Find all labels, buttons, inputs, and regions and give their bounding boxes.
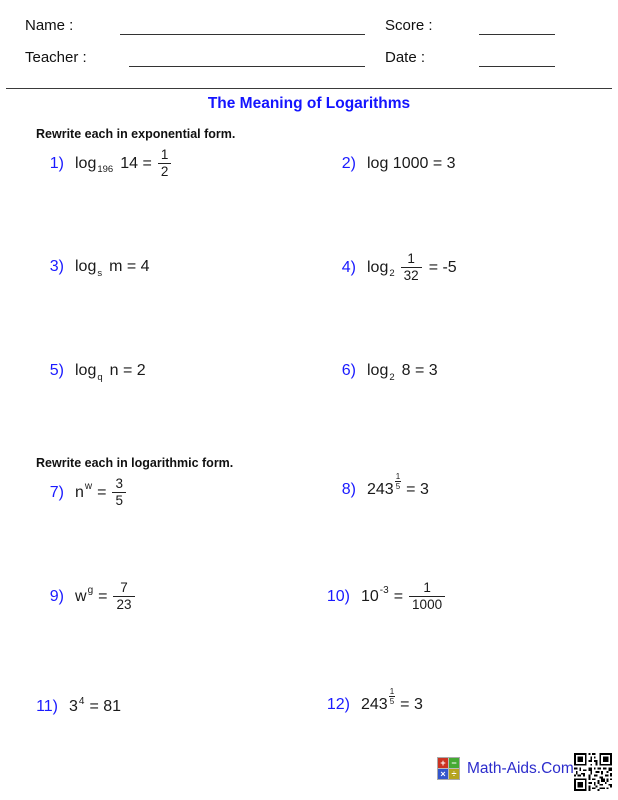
header-divider xyxy=(6,88,612,89)
score-label: Score : xyxy=(385,17,433,34)
exponent-fraction: $\frac{1}{5}$ xyxy=(395,472,401,491)
fraction: $\frac{1}{2}$ xyxy=(158,148,172,179)
math-expression: log 1000 = 3 xyxy=(367,155,456,172)
plus-icon: + xyxy=(438,758,448,768)
date-blank-line[interactable] xyxy=(479,65,555,67)
name-blank-line[interactable] xyxy=(120,33,365,35)
problem-7 xyxy=(30,477,126,508)
problem-4 xyxy=(322,252,457,283)
math-expression: 243 $\frac{1}{5}$ = 3 xyxy=(367,472,429,498)
score-blank-line[interactable] xyxy=(479,33,555,35)
problem-10 xyxy=(316,581,445,612)
times-icon: × xyxy=(438,769,448,779)
math-expression: n w = $\frac{3}{5}$ xyxy=(75,477,126,508)
date-label: Date : xyxy=(385,49,426,66)
problem-3 xyxy=(30,258,150,279)
problem-number: 2) xyxy=(341,155,356,172)
fraction: $\frac{1}{32}$ xyxy=(401,252,422,283)
teacher-blank-line[interactable] xyxy=(129,65,365,67)
fraction: $\frac{3}{5}$ xyxy=(112,477,126,508)
problem-number: 12) xyxy=(326,696,350,713)
divide-icon: ÷ xyxy=(449,769,459,779)
problem-6 xyxy=(322,362,438,383)
brand-link[interactable]: Math-Aids.Com xyxy=(467,760,574,777)
math-expression: 10 -3 = $\frac{1}{1000}$ xyxy=(361,581,445,612)
minus-icon: − xyxy=(449,758,459,768)
problem-9 xyxy=(30,581,135,612)
problem-5 xyxy=(30,362,146,383)
problem-number: 11) xyxy=(36,698,58,715)
problem-number: 3) xyxy=(49,258,64,275)
fraction: $\frac{1}{1000}$ xyxy=(409,581,445,612)
problem-number: 10) xyxy=(326,587,350,605)
problem-number: 4) xyxy=(341,258,356,276)
math-expression: 243 $\frac{1}{5}$ = 3 xyxy=(361,687,423,713)
math-expression: log 2 $\frac{1}{32}$ = -5 xyxy=(367,251,457,284)
problem-number: 1) xyxy=(49,154,64,172)
problem-8 xyxy=(322,472,429,499)
problem-2 xyxy=(322,155,456,173)
math-expression: 3 4 = 81 xyxy=(69,695,122,715)
problem-number: 5) xyxy=(49,362,64,379)
math-aids-logo-icon xyxy=(437,757,460,780)
math-expression: log 2 8 = 3 xyxy=(367,362,438,383)
exponent-fraction: $\frac{1}{5}$ xyxy=(389,687,395,706)
section-exponential-instruction: Rewrite each in exponential form. xyxy=(36,127,236,141)
name-label: Name : xyxy=(25,17,74,34)
problem-number: 8) xyxy=(341,481,356,498)
problem-11 xyxy=(24,695,122,716)
math-expression: log q n = 2 xyxy=(75,362,146,383)
problem-number: 9) xyxy=(49,587,64,605)
math-expression: log 196 14 = $\frac{1}{2}$ xyxy=(75,148,171,179)
teacher-label: Teacher : xyxy=(25,49,87,66)
section-logarithmic-instruction: Rewrite each in logarithmic form. xyxy=(36,456,234,470)
fraction: $\frac{7}{23}$ xyxy=(113,581,134,612)
qr-code-icon xyxy=(574,753,612,791)
math-expression: log s m = 4 xyxy=(75,258,150,279)
problem-number: 6) xyxy=(341,362,356,379)
worksheet-title: The Meaning of Logarithms xyxy=(207,95,411,112)
problem-12 xyxy=(316,687,423,714)
math-expression: w g = $\frac{7}{23}$ xyxy=(75,581,135,612)
problem-1 xyxy=(30,148,171,179)
problem-number: 7) xyxy=(49,483,64,501)
